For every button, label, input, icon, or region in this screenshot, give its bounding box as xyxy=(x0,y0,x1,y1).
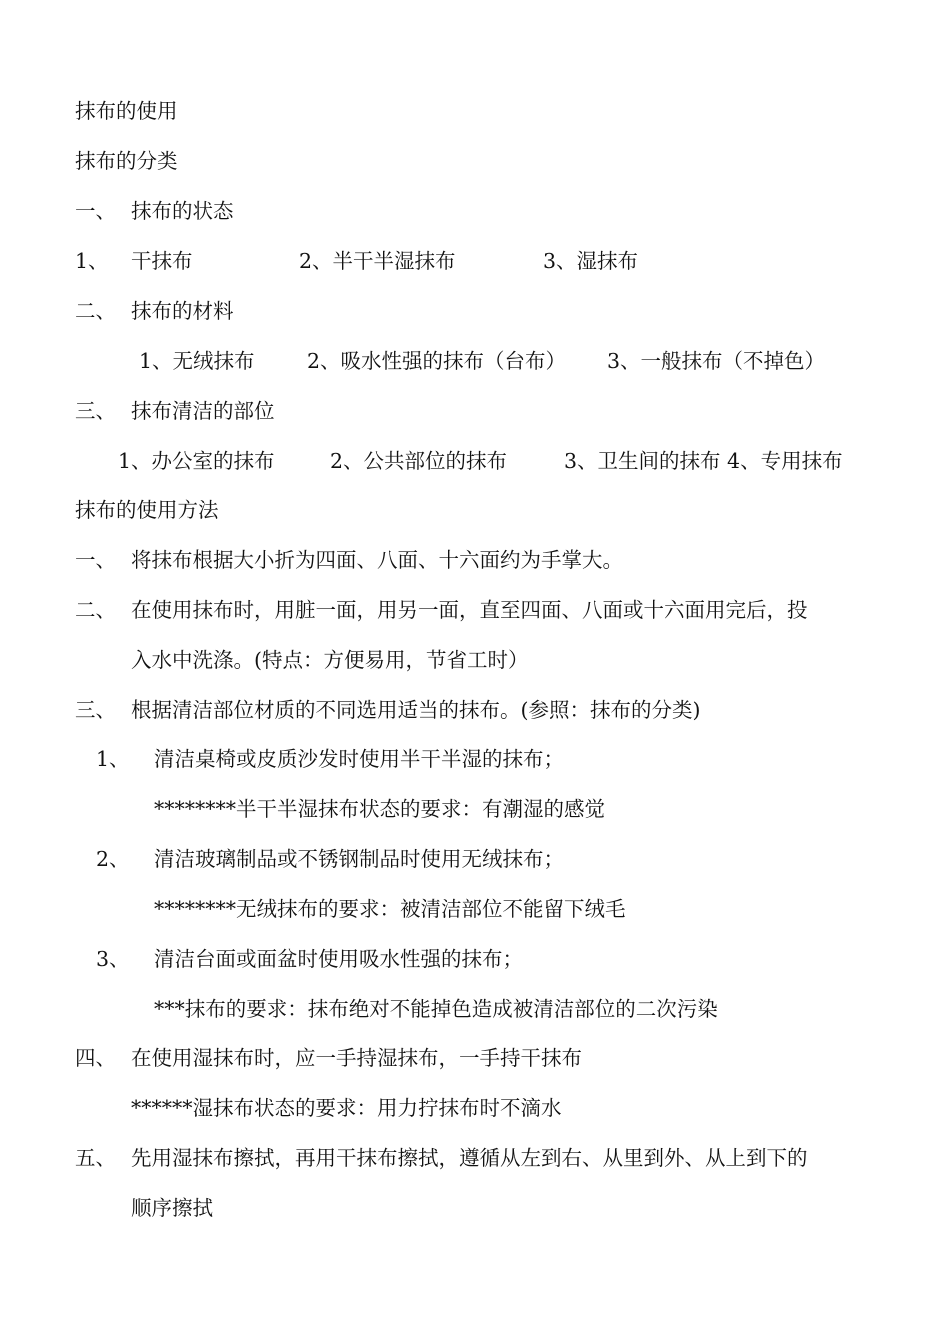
list-number: 一、 xyxy=(75,199,116,223)
section-heading-method: 抹布的使用方法 xyxy=(75,498,219,522)
list-item: 3、一般抹布（不掉色） xyxy=(607,349,826,373)
step-text: 在使用湿抹布时，应一手持湿抹布，一手持干抹布 xyxy=(131,1046,582,1070)
material-heading xyxy=(75,298,234,324)
sub-step-3-note: ***抹布的要求：抹布绝对不能掉色造成被清洁部位的二次污染 xyxy=(154,997,718,1021)
list-item: 1、无绒抹布 xyxy=(139,349,255,373)
list-number: 一、 xyxy=(75,548,116,572)
state-heading xyxy=(75,198,234,224)
list-number: 1、 xyxy=(75,249,109,273)
list-label: 抹布清洁的部位 xyxy=(131,399,275,423)
sub-step-3 xyxy=(96,946,523,972)
list-item: 2、公共部位的抹布 xyxy=(330,449,508,473)
step-text: 将抹布根据大小折为四面、八面、十六面约为手掌大。 xyxy=(131,548,623,572)
step-5-continuation: 顺序擦拭 xyxy=(131,1196,213,1220)
list-number: 三、 xyxy=(75,399,116,423)
step-text: 根据清洁部位材质的不同选用适当的抹布。(参照：抹布的分类) xyxy=(131,698,701,722)
sub-step-text: 清洁玻璃制品或不锈钢制品时使用无绒抹布； xyxy=(154,847,564,871)
sub-step-text: 清洁台面或面盆时使用吸水性强的抹布； xyxy=(154,947,523,971)
location-heading xyxy=(75,398,275,424)
list-number: 二、 xyxy=(75,299,116,323)
state-items xyxy=(75,248,638,274)
sub-step-1 xyxy=(96,746,564,772)
material-items xyxy=(139,348,825,374)
sub-step-1-note: ********半干半湿抹布状态的要求：有潮湿的感觉 xyxy=(154,797,605,821)
list-item: 3、卫生间的抹布 4、专用抹布 xyxy=(564,449,843,473)
list-number: 1、 xyxy=(96,747,130,771)
doc-title: 抹布的使用 xyxy=(75,99,178,123)
list-number: 2、 xyxy=(96,847,130,871)
step-2-continuation: 入水中洗涤。(特点：方便易用，节省工时） xyxy=(131,648,529,672)
list-item: 3、湿抹布 xyxy=(543,249,639,273)
list-item: 2、吸水性强的抹布（台布） xyxy=(307,349,567,373)
list-number: 3、 xyxy=(96,947,130,971)
step-3 xyxy=(75,697,701,723)
step-5 xyxy=(75,1145,808,1171)
step-text: 在使用抹布时，用脏一面，用另一面，直至四面、八面或十六面用完后，投 xyxy=(131,598,808,622)
sub-step-text: 清洁桌椅或皮质沙发时使用半干半湿的抹布； xyxy=(154,747,564,771)
list-item: 干抹布 xyxy=(131,249,193,273)
list-number: 四、 xyxy=(75,1046,116,1070)
step-text: 先用湿抹布擦拭，再用干抹布擦拭，遵循从左到右、从里到外、从上到下的 xyxy=(131,1146,808,1170)
step-4-note: ******湿抹布状态的要求：用力拧抹布时不滴水 xyxy=(131,1096,562,1120)
list-number: 二、 xyxy=(75,598,116,622)
sub-step-2-note: ********无绒抹布的要求：被清洁部位不能留下绒毛 xyxy=(154,897,626,921)
list-label: 抹布的状态 xyxy=(131,199,234,223)
list-number: 五、 xyxy=(75,1146,116,1170)
list-item: 2、半干半湿抹布 xyxy=(299,249,456,273)
step-2 xyxy=(75,597,808,623)
sub-step-2 xyxy=(96,846,564,872)
list-number: 三、 xyxy=(75,698,116,722)
list-label: 抹布的材料 xyxy=(131,299,234,323)
location-items xyxy=(118,448,843,474)
list-item: 1、办公室的抹布 xyxy=(118,449,275,473)
step-1 xyxy=(75,547,623,573)
section-heading-classification: 抹布的分类 xyxy=(75,149,178,173)
step-4 xyxy=(75,1045,582,1071)
